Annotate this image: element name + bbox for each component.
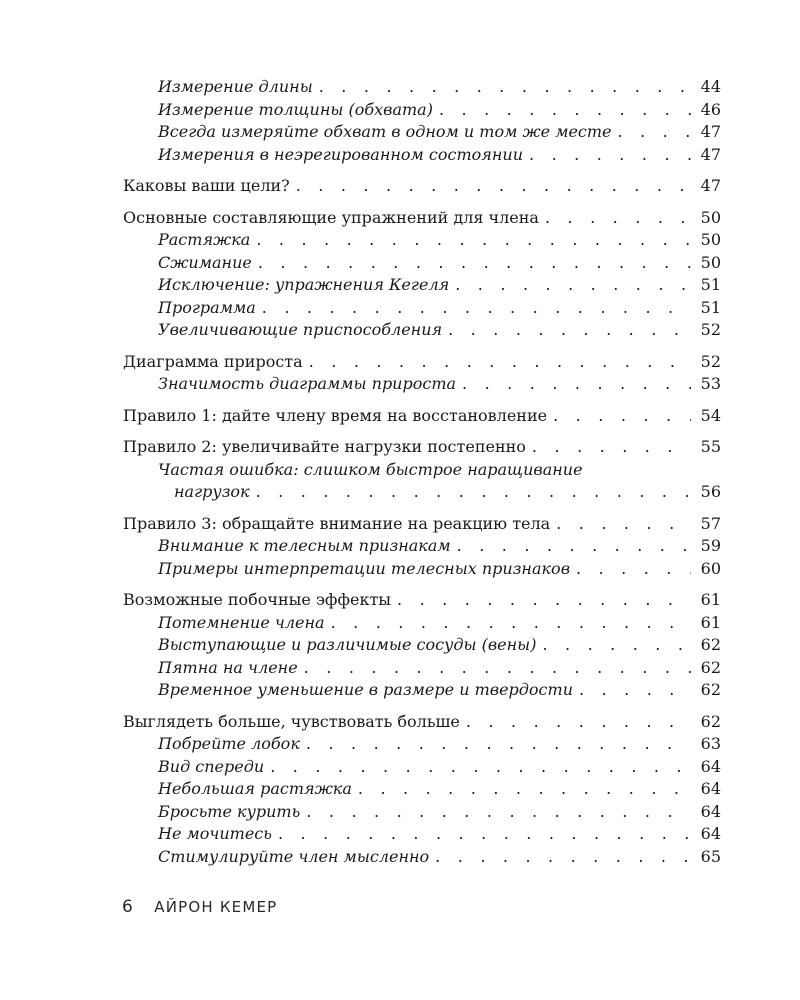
toc-subentry[interactable] <box>123 229 721 252</box>
toc-page-number: 63 <box>691 733 721 756</box>
toc-entry-title: Исключение: упражнения Кегеля <box>158 274 455 297</box>
toc-subentry[interactable] <box>123 144 721 167</box>
toc-entry-title: Программа <box>158 297 262 320</box>
toc-entry[interactable] <box>123 175 721 198</box>
toc-page-number: 50 <box>691 252 721 275</box>
dot-leader <box>331 612 691 635</box>
toc-entry-title: Всегда измеряйте обхват в одном и том же месте <box>158 121 618 144</box>
toc-subentry[interactable] <box>123 801 721 824</box>
toc-entry[interactable] <box>123 207 721 230</box>
toc-group <box>123 589 721 702</box>
dot-leader <box>262 297 691 320</box>
toc-subentry[interactable] <box>123 535 721 558</box>
dot-leader <box>448 319 691 342</box>
toc-page-number: 61 <box>691 589 721 612</box>
dot-leader <box>545 207 691 230</box>
dot-leader <box>542 634 691 657</box>
toc-subentry[interactable] <box>123 612 721 635</box>
toc-entry-title: Пятна на члене <box>158 657 304 680</box>
toc-subentry[interactable] <box>123 846 721 869</box>
toc-group <box>123 207 721 342</box>
dot-leader <box>529 144 691 167</box>
toc-entry[interactable] <box>123 405 721 428</box>
dot-leader <box>455 274 691 297</box>
toc-entry-title: Измерение длины <box>158 76 319 99</box>
toc-page-number: 47 <box>691 175 721 198</box>
toc-page-number: 62 <box>691 679 721 702</box>
dot-leader <box>278 823 691 846</box>
toc-page-number: 51 <box>691 274 721 297</box>
toc-entry-title: Стимулируйте член мысленно <box>158 846 435 869</box>
toc-entry-title: Увеличивающие приспособления <box>158 319 448 342</box>
dot-leader <box>256 229 691 252</box>
toc-entry[interactable] <box>123 589 721 612</box>
toc-subentry[interactable] <box>123 657 721 680</box>
toc-page-number: 65 <box>691 846 721 869</box>
toc-group <box>123 76 721 166</box>
toc-subentry[interactable] <box>123 459 721 482</box>
toc-group <box>123 175 721 198</box>
toc-entry[interactable] <box>123 351 721 374</box>
toc-page-number: 64 <box>691 801 721 824</box>
dot-leader <box>435 846 691 869</box>
toc-entry-title: Правило 3: обращайте внимание на реакцию тела <box>123 513 556 536</box>
toc-entry[interactable] <box>123 711 721 734</box>
toc-page-number: 52 <box>691 319 721 342</box>
toc-page-number: 54 <box>691 405 721 428</box>
dot-leader <box>457 535 691 558</box>
toc-entry-title: Возможные побочные эффекты <box>123 589 397 612</box>
toc-subentry[interactable] <box>123 756 721 779</box>
toc-entry-title: Потемнение члена <box>158 612 331 635</box>
dot-leader <box>258 252 691 275</box>
toc-subentry[interactable] <box>123 121 721 144</box>
dot-leader <box>319 76 691 99</box>
toc-entry-title: Бросьте курить <box>158 801 306 824</box>
toc-subentry[interactable] <box>123 679 721 702</box>
toc-page-number: 44 <box>691 76 721 99</box>
toc-page-number: 61 <box>691 612 721 635</box>
toc-entry-title: Выглядеть больше, чувствовать больше <box>123 711 466 734</box>
toc-group <box>123 436 721 504</box>
dot-leader <box>309 351 691 374</box>
toc-entry-title: Сжимание <box>158 252 258 275</box>
toc-entry-title: Выступающие и различимые сосуды (вены) <box>158 634 542 657</box>
toc-page-number: 53 <box>691 373 721 396</box>
toc-entry-title: Измерение толщины (обхвата) <box>158 99 439 122</box>
dot-leader <box>618 121 691 144</box>
toc-subentry[interactable] <box>123 99 721 122</box>
dot-leader <box>397 589 691 612</box>
toc-page-number: 60 <box>691 558 721 581</box>
toc-entry-title: Диаграмма прироста <box>123 351 309 374</box>
toc-entry[interactable] <box>123 513 721 536</box>
toc-page-number: 47 <box>691 121 721 144</box>
toc-subentry[interactable] <box>123 823 721 846</box>
toc-entry-title: Побрейте лобок <box>158 733 306 756</box>
toc-entry-title: Небольшая растяжка <box>158 778 358 801</box>
toc-page-number: 59 <box>691 535 721 558</box>
toc-page-number: 51 <box>691 297 721 320</box>
page-number: 6 <box>122 897 134 917</box>
toc-page-number: 52 <box>691 351 721 374</box>
toc-page-number: 55 <box>691 436 721 459</box>
toc-page-number: 57 <box>691 513 721 536</box>
toc-entry-title: Растяжка <box>158 229 256 252</box>
toc-page-number: 47 <box>691 144 721 167</box>
toc-subentry[interactable] <box>123 297 721 320</box>
toc-group <box>123 351 721 396</box>
toc-entry-title: Внимание к телесным признакам <box>158 535 457 558</box>
dot-leader <box>576 558 691 581</box>
dot-leader <box>462 373 691 396</box>
dot-leader <box>556 513 691 536</box>
toc-subentry[interactable] <box>123 733 721 756</box>
toc-entry-title: Вид спереди <box>158 756 270 779</box>
dot-leader <box>532 436 691 459</box>
toc-entry[interactable] <box>123 436 721 459</box>
toc-page-number: 50 <box>691 207 721 230</box>
toc-page-number: 62 <box>691 634 721 657</box>
toc-page-number: 46 <box>691 99 721 122</box>
toc-entry-title: Не мочитесь <box>158 823 278 846</box>
toc-subentry[interactable] <box>123 252 721 275</box>
running-author: АЙРОН КЕМЕР <box>154 898 278 916</box>
dot-leader <box>553 405 691 428</box>
toc-subentry[interactable] <box>123 634 721 657</box>
toc-entry-title: Основные составляющие упражнений для члена <box>123 207 545 230</box>
toc-page-number: 64 <box>691 756 721 779</box>
dot-leader <box>439 99 691 122</box>
toc-subentry[interactable] <box>123 558 721 581</box>
toc-page-number: 62 <box>691 657 721 680</box>
toc-subentry[interactable] <box>123 76 721 99</box>
page-footer <box>122 897 277 917</box>
dot-leader <box>306 733 691 756</box>
toc-entry-title: Примеры интерпретации телесных признаков <box>158 558 576 581</box>
dot-leader <box>270 756 691 779</box>
toc-subentry[interactable] <box>123 778 721 801</box>
dot-leader <box>579 679 691 702</box>
toc-page-number: 56 <box>691 481 721 504</box>
dot-leader <box>256 481 691 504</box>
toc-entry-title: Измерения в неэрегированном состоянии <box>158 144 529 167</box>
toc-subentry[interactable] <box>123 274 721 297</box>
toc-page-number: 64 <box>691 823 721 846</box>
toc-page-number: 62 <box>691 711 721 734</box>
toc-page-number: 64 <box>691 778 721 801</box>
toc-subentry[interactable] <box>123 481 721 504</box>
toc-entry-title: Частая ошибка: слишком быстрое наращивание <box>158 459 589 482</box>
toc-subentry[interactable] <box>123 373 721 396</box>
toc-group <box>123 405 721 428</box>
toc-entry-title: Каковы ваши цели? <box>123 175 296 198</box>
dot-leader <box>466 711 691 734</box>
toc-entry-title: Правило 1: дайте члену время на восстановление <box>123 405 553 428</box>
toc-entry-title: Временное уменьшение в размере и твердости <box>158 679 579 702</box>
toc-page-number: 50 <box>691 229 721 252</box>
table-of-contents <box>123 76 721 877</box>
dot-leader <box>358 778 691 801</box>
toc-entry-title: Значимость диаграммы прироста <box>158 373 462 396</box>
toc-subentry[interactable] <box>123 319 721 342</box>
toc-entry-title: нагрузок <box>174 481 256 504</box>
dot-leader <box>306 801 691 824</box>
toc-group <box>123 513 721 581</box>
toc-group <box>123 711 721 869</box>
dot-leader <box>296 175 691 198</box>
toc-entry-title: Правило 2: увеличивайте нагрузки постепенно <box>123 436 532 459</box>
dot-leader <box>304 657 691 680</box>
